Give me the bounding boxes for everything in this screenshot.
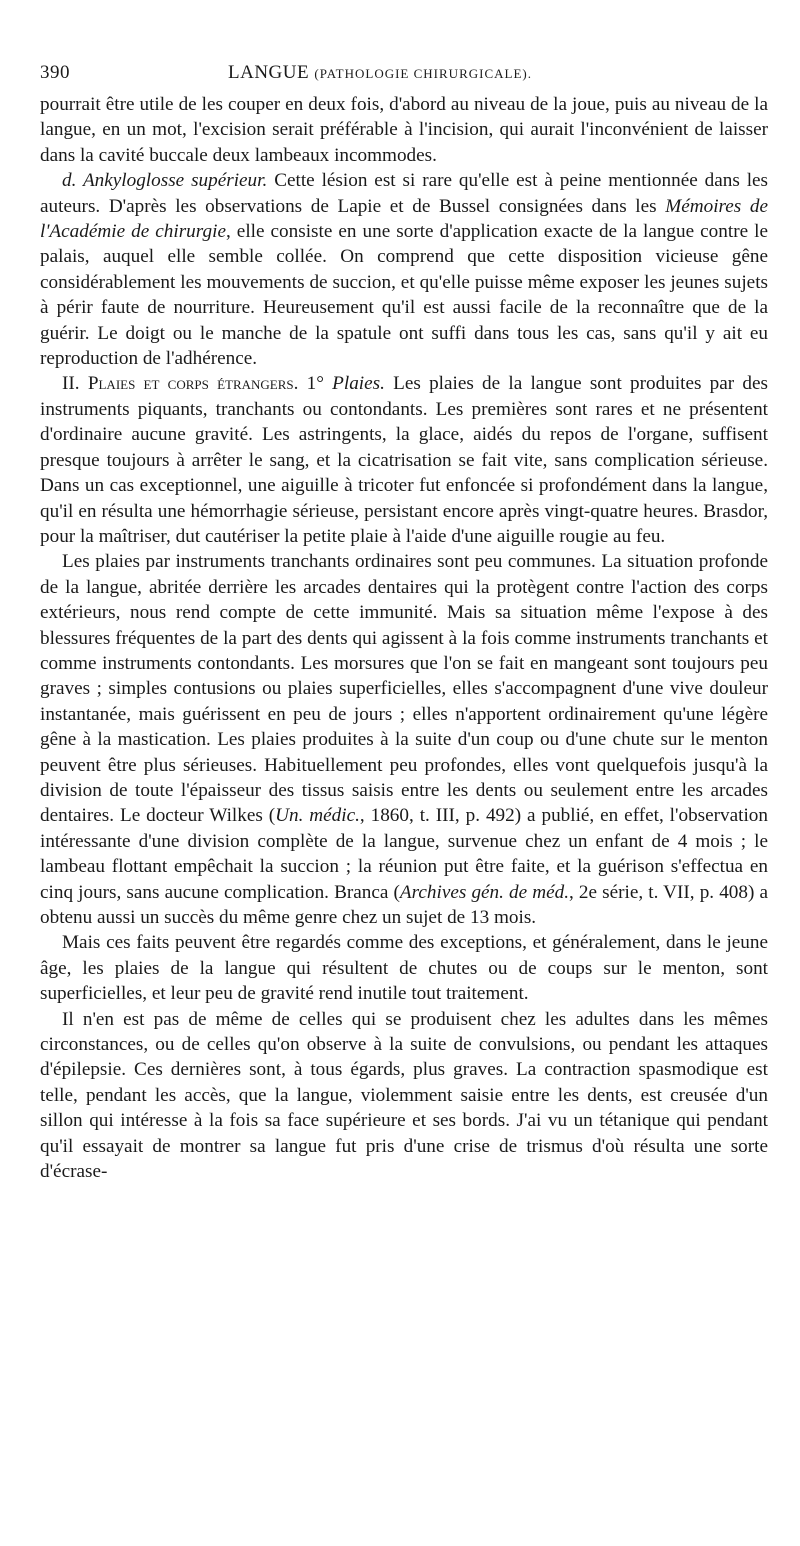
citation-un-medic: Un. médic. [275,805,360,827]
paragraph-text: Il n'en est pas de même de celles qui se produisent chez les adultes dans les mêmes circonstances, ou de celles qu'on observe à la suite de convulsions, ou pendant les attaques d'épilepsie. Ces dernières sont, à tous égards, plus graves. La contraction spasmodique est telle, pendant les accès, que la langue, violemment saisie entre les dents, est creusée d'un sillon qui intéresse à la fois sa face supérieure et ses bords. J'ai vu un tétanique qui pendant qu'il essayait de montrer sa langue fut pris d'une crise de trismus d'où résulta une sorte d'écrase- [40,1008,768,1183]
paragraph-text: Les plaies par instruments tranchants ordinaires sont peu communes. La situation profonde de la langue, abritée derrière les arcades dentaires qui la protègent contre l'action des corps extérieurs, nous rend compte de cette immunité. Mais sa situation même l'expose à des blessures fréquentes de la part des dents qui agissent à la fois comme instruments tranchants et comme instruments contondants. Les morsures que l'on se fait en mangeant sont toujours peu graves ; simples contusions ou plaies superficielles, elles s'accompagnent d'une vive douleur instantanée, mais guérissent en peu de jours ; elles n'apportent ordinairement qu'une légère gêne à la mastication. Les plaies produites à la suite d'un coup ou d'une chute sur le menton peuvent être plus sérieuses. Habituellement peu profondes, elles vont quelquefois jusqu'à la division de toute l'épaisseur des tissus saisis entre les dents ou seulement entre les arcades dentaires. Le docteur Wilkes ( [40,551,768,827]
running-head [228,62,532,84]
paragraph-ankyloglosse [40,168,768,371]
citation-archives: Archives gén. de méd. [399,881,570,903]
book-page [40,62,768,1184]
running-head-title: LANGUE [228,62,310,83]
paragraph-plaies [40,371,768,549]
paragraph-instruments-tranchants [40,549,768,930]
running-head-subtitle: (PATHOLOGIE CHIRURGICALE). [314,66,532,81]
body-text [40,92,768,1184]
paragraph-adultes [40,1007,768,1185]
page-header [40,62,768,92]
subsection-number: 1° [298,373,333,395]
paragraph-text: , elle consiste en une sorte d'application exacte de la langue contre le palais, auquel elle semble collée. On comprend que cette disposition vicieuse gêne considérablement les mouvements de succion, et qu'elle puisse même exposer les jeunes sujets à périr faute de nourriture. Heureusement qu'il est aussi facile de la reconnaître que de la guérir. Le doigt ou le manche de la spatule ont suffi dans tous les cas, sans qu'il y ait eu reproduction de l'adhérence. [40,221,768,370]
paragraph-text: , 2e série, t. VII, p. 408) a obtenu aussi un succès du même genre chez un sujet de 13 mois. [40,881,768,928]
citation-memoires: Mémoires de l'Académie de chirurgie [40,195,768,243]
page-number: 390 [40,62,70,83]
paragraph-excision-continued [40,92,768,168]
paragraph-text: Les plaies de la langue sont produites par des instruments piquants, tranchants ou contondants. Les premières sont rares et ne présentent d'ordinaire aucune gravité. Les astringents, la glace, aidés du repos de l'organe, suffisent presque toujours à arrêter le sang, et la cicatrisation se fait vite, sans complication sérieuse. Dans un cas exceptionnel, une aiguille à tricoter fut enfoncée si profondément dans la langue, qu'il en résulta une hémorrhagie sérieuse, persistant encore après vingt-quatre heures. Brasdor, pour la maîtriser, dut cautériser la petite plaie à l'aide d'une aiguille rougie au feu. [40,373,768,547]
paragraph-exceptions [40,930,768,1006]
section-number: II. [62,373,88,395]
paragraph-text: Cette lésion est si rare qu'elle est à peine mentionnée dans les auteurs. D'après les observations de Lapie et de Bussel consignées dans les [40,170,769,217]
paragraph-text: pourrait être utile de les couper en deux fois, d'abord au niveau de la joue, puis au niveau de la langue, en un mot, l'excision serait préférable à l'incision, qui aurait l'inconvénient de laisser dans la cavité buccale deux lambeaux incommodes. [40,94,768,166]
paragraph-text: , 1860, t. III, p. 492) a publié, en effet, l'observation intéressante d'une division complète de la langue, survenue chez un enfant de 4 mois ; le lambeau flottant empêchait la succion ; la réunion put être faite, et la guérison s'effectua en cinq jours, sans aucune complication. Branca ( [40,805,768,903]
paragraph-text: Mais ces faits peuvent être regardés comme des exceptions, et généralement, dans le jeune âge, les plaies de la langue qui résultent de chutes ou de coups sur le menton, sont superficielles, et leur peu de gravité rend inutile tout traitement. [40,932,768,1005]
subsection-heading-plaies: Plaies. [332,373,385,395]
subsection-heading-ankyloglosse: d. Ankyloglosse supérieur. [62,170,268,192]
section-heading-plaies-corps-etrangers: Plaies et corps étrangers. [87,373,299,395]
